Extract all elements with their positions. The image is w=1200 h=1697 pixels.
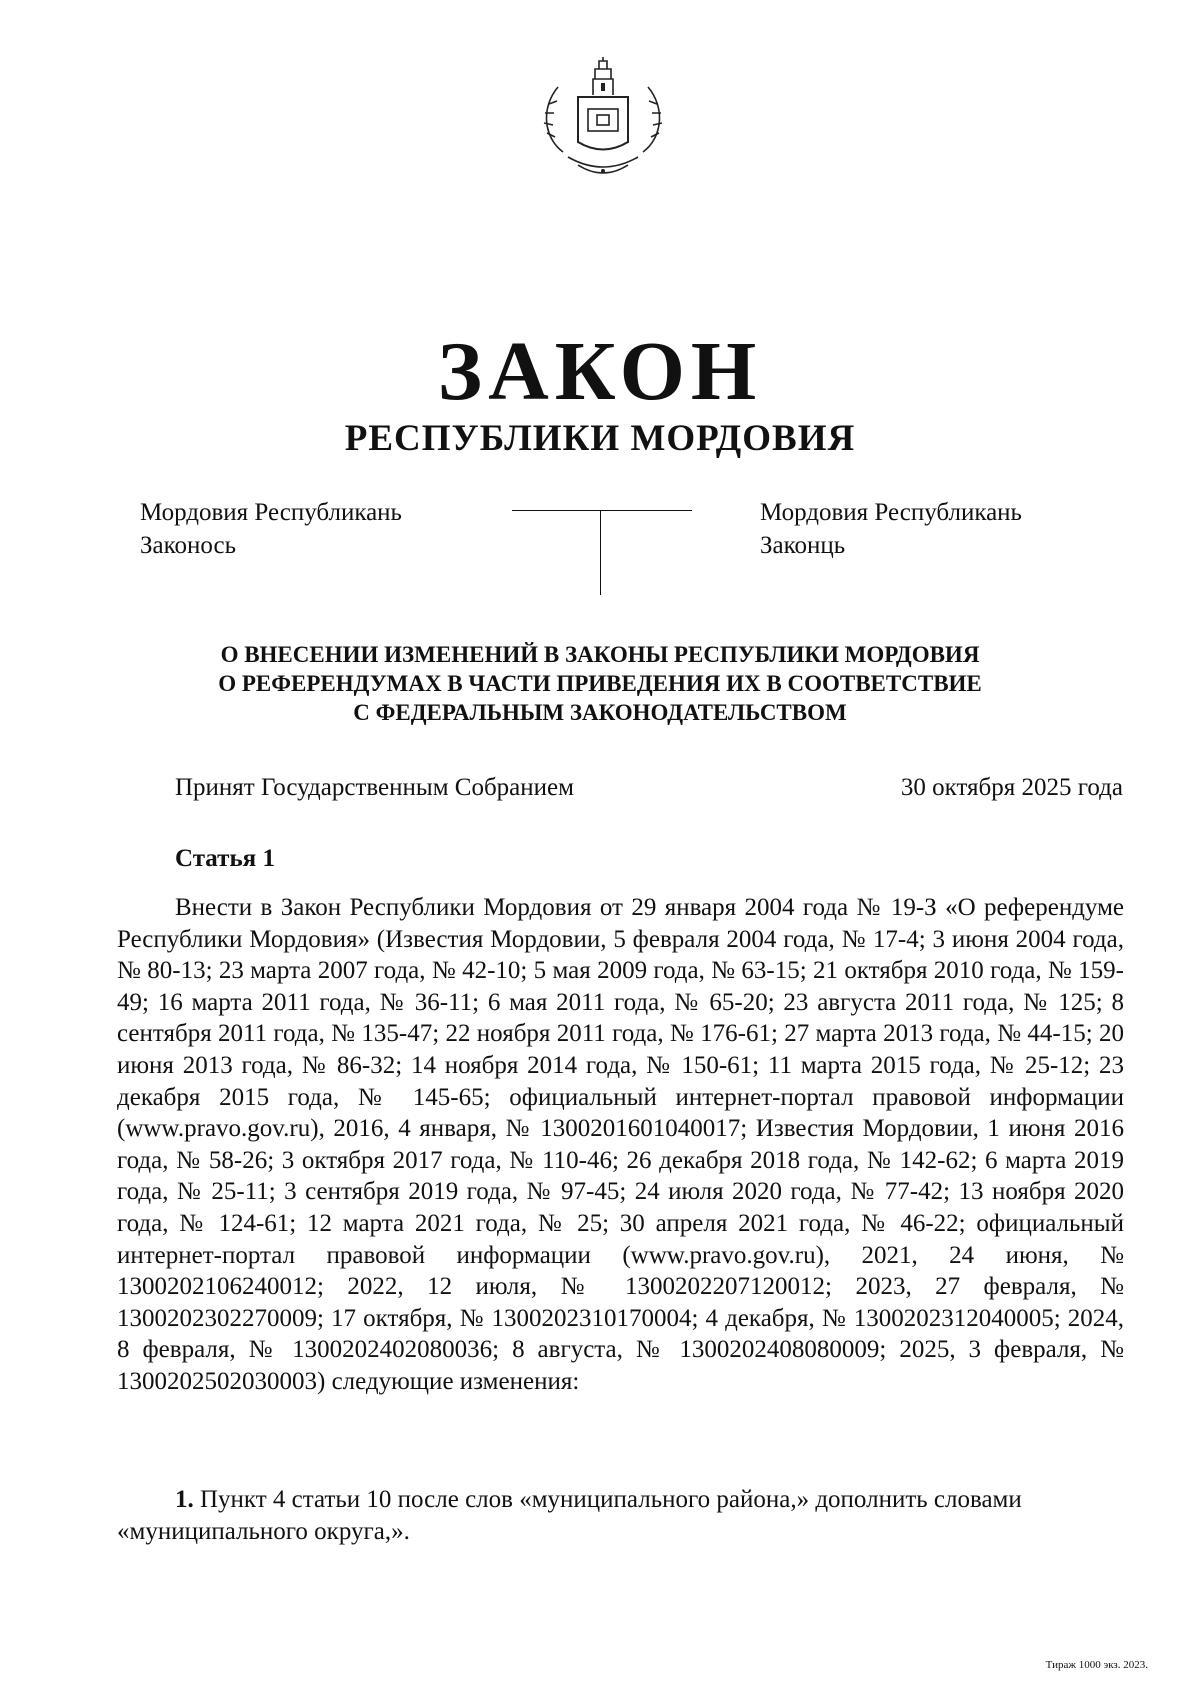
item-number: 1. — [175, 1486, 194, 1513]
article-heading: Статья 1 — [175, 845, 275, 872]
print-run-note: Тираж 1000 экз. 2023. — [1045, 1659, 1148, 1671]
divider-vertical — [600, 510, 601, 595]
moksha-title-right-text: Мордовия Республикань Законць — [760, 499, 1022, 559]
subject-line-1: О ВНЕСЕНИИ ИЗМЕНЕНИЙ В ЗАКОНЫ РЕСПУБЛИКИ МОРДОВИЯ — [220, 642, 980, 667]
subject-line-2: О РЕФЕРЕНДУМАХ В ЧАСТИ ПРИВЕДЕНИЯ ИХ В СООТВЕТСТВИЕ — [218, 671, 982, 696]
adoption-row — [175, 772, 1123, 804]
adoption-label: Принят Государственным Собранием — [175, 774, 574, 801]
moksha-title-right — [760, 496, 1060, 562]
coat-of-arms-icon — [533, 57, 673, 187]
article-body: Внести в Закон Республики Мордовия от 29 января 2004 года № 19-З «О референдуме Республики Мордовия» (Известия Мордовии, 5 февраля 2004 года, № 17-4; 3 июня 2004 года, № 80-13; 23 марта 2007 года, № 42-10; 5 мая 2009 года, № 63-15; 21 октября 2010 года, № 159-49; 16 марта 2011 года, № 36-11; 6 мая 2011 года, № 65-20; 23 августа 2011 года, № 125; 8 сентября 2011 года, № 135-47; 22 ноября 2011 года, № 176-61; 27 марта 2013 года, № 44-15; 20 июня 2013 года, № 86-32; 14 ноября 2014 года, № 150-61; 11 марта 2015 года, № 25-12; 23 декабря 2015 года, № 145-65; официальный интернет-портал правовой информации (www.pravo.gov.ru), 2016, 4 января, № 1300201601040017; Известия Мордовии, 1 июня 2016 года, № 58-26; 3 октября 2017 года, № 110-46; 26 декабря 2018 года, № 142-62; 6 марта 2019 года, № 25-11; 3 сентября 2019 года, № 97-45; 24 июля 2020 года, № 77-42; 13 ноября 2020 года, № 124-61; 12 марта 2021 года, № 25; 30 апреля 2021 года, № 46-22; официальный интернет-портал правовой информации (www.pravo.gov.ru), 2021, 24 июня, № 1300202106240012; 2022, 12 июля, № 1300202207120012; 2023, 27 февраля, № 1300202302270009; 17 октября, № 1300202310170004; 4 декабря, № 1300202312040005; 2024, 8 февраля, № 1300202402080036; 8 августа, № 1300202408080009; 2025, 3 февраля, № 1300202502030003) следующие изменения: — [117, 894, 1124, 1395]
law-subject — [0, 640, 1200, 727]
republic-title: РЕСПУБЛИКИ МОРДОВИЯ — [344, 418, 856, 459]
moksha-title-left — [140, 496, 440, 562]
moksha-title-left-text: Мордовия Республикань Законось — [140, 499, 402, 559]
divider-horizontal — [512, 510, 692, 511]
subject-line-3: С ФЕДЕРАЛЬНЫМ ЗАКОНОДАТЕЛЬСТВОМ — [353, 700, 847, 725]
adoption-date: 30 октября 2025 года — [900, 774, 1123, 801]
article-item-1 — [117, 1484, 1124, 1548]
law-title: ЗАКОН — [437, 325, 763, 418]
item-text: Пункт 4 статьи 10 после слов «муниципального района,» дополнить словами «муниципального округа,». — [117, 1486, 1022, 1545]
